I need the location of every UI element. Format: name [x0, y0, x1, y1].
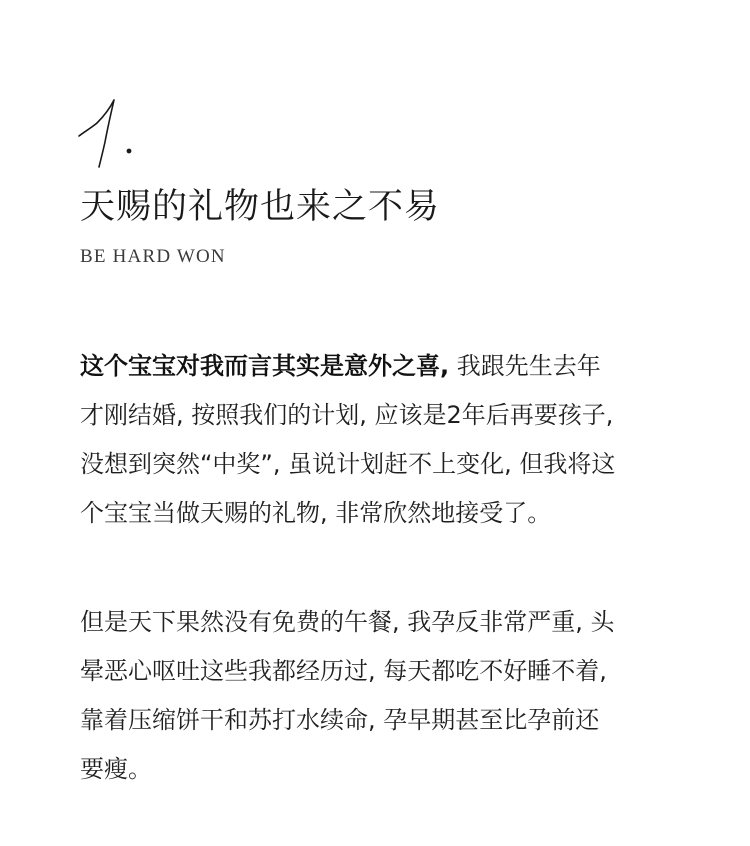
section-title: 天赐的礼物也来之不易: [80, 187, 441, 227]
lead-sentence-bold: 这个宝宝对我而言其实是意外之喜,: [80, 352, 450, 380]
paragraph-line-text: 我跟先生去年: [449, 352, 601, 380]
section-subtitle: BE HARD WON: [80, 246, 226, 267]
numeral-period-dot: [127, 149, 132, 154]
paragraph-line: 晕恶心呕吐这些我都经历过, 每天都吃不好睡不着,: [80, 657, 607, 685]
paragraph-line: 个宝宝当做天赐的礼物, 非常欣然地接受了。: [80, 499, 552, 527]
numeral-one-stroke: [79, 100, 114, 167]
paragraph-line: 靠着压缩饼干和苏打水续命, 孕早期甚至比孕前还: [80, 706, 600, 734]
paragraph-morning-sickness: [80, 598, 680, 794]
section-number-numeral: [74, 96, 144, 174]
paragraph-line: [80, 342, 680, 391]
paragraph-line: 没想到突然“中奖”, 虽说计划赶不上变化, 但我将这: [80, 450, 616, 478]
paragraph-intro: [80, 342, 680, 538]
paragraph-line: 才刚结婚, 按照我们的计划, 应该是2年后再要孩子,: [80, 401, 614, 429]
paragraph-line: 要瘦。: [80, 755, 152, 783]
paragraph-line: 但是天下果然没有免费的午餐, 我孕反非常严重, 头: [80, 608, 615, 636]
